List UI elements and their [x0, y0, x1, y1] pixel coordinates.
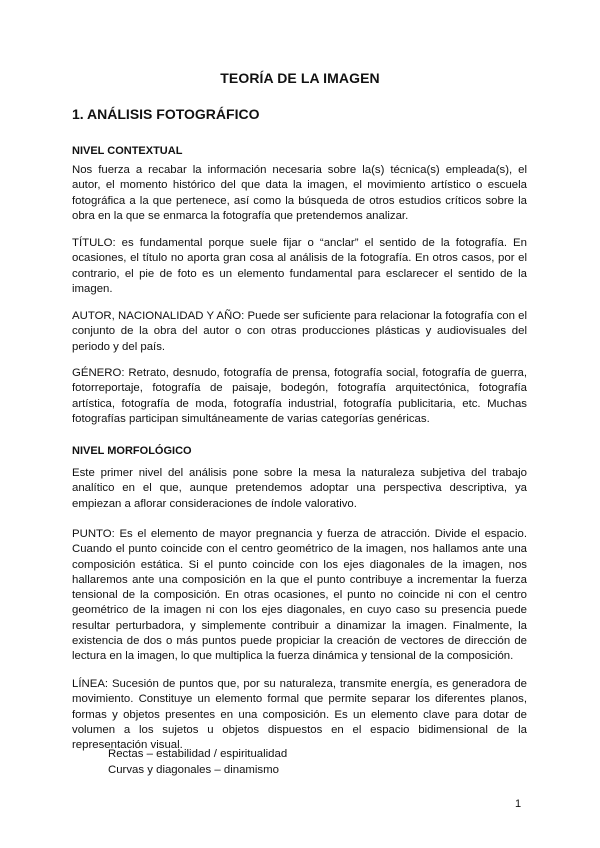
section-heading: 1. ANÁLISIS FOTOGRÁFICO: [72, 106, 260, 122]
paragraph-contextual-intro: Nos fuerza a recabar la información necesaria sobre la(s) técnica(s) empleada(s), el autor, el momento histórico del que data la imagen, el movimiento artístico o escuela fotográfica a la que pertenece, así como la búsqueda de otros estudios críticos sobre la obra en la que se enmarca la fotografía que pretendemos analizar.: [72, 164, 527, 222]
document-title: TEORÍA DE LA IMAGEN: [220, 70, 380, 86]
paragraph-punto: PUNTO: Es el elemento de mayor pregnancia y fuerza de atracción. Divide el espacio. Cuando el punto coincide con el centro geométrico de la imagen, nos hallamos ante una composición estática. Si el punto coincide con los ejes diagonales de la imagen, nos hallaremos ante una composición en la que el punto contribuye a incrementar la fuerza tensional de la composición. En otras ocasiones, el punto no coincide ni con el centro geométrico de la imagen ni con los ejes diagonales, en cuyo caso su presencia puede resultar perturbadora, y simplemente contribuir a dinamizar la imagen. Finalmente, la existencia de dos o más puntos puede propiciar la creación de vectores de dirección de lectura en la imagen, lo que multiplica la fuerza dinámica y tensional de la composición.: [72, 528, 527, 663]
page-number: 1: [515, 798, 522, 810]
heading-nivel-contextual: NIVEL CONTEXTUAL: [72, 145, 183, 157]
paragraph-linea: LÍNEA: Sucesión de puntos que, por su naturaleza, transmite energía, es generadora de movimiento. Constituye un elemento formal que permite separar los diferentes planos, formas y objetos presentes en una composición. Es un elemento clave para dotar de volumen a los sujetos u objetos dispuestos en el espacio bidimensional de la representación visual.: [72, 678, 527, 752]
list-item-curvas: Curvas y diagonales – dinamismo: [108, 764, 279, 776]
paragraph-titulo: TÍTULO: es fundamental porque suele fijar o “anclar” el sentido de la fotografía. En ocasiones, el título no aporta gran cosa al análisis de la fotografía. En otros casos, por el contrario, el pie de foto es un elemento fundamental para esclarecer el sentido de la imagen.: [72, 237, 527, 295]
heading-nivel-morfologico: NIVEL MORFOLÓGICO: [72, 445, 192, 457]
paragraph-autor: AUTOR, NACIONALIDAD Y AÑO: Puede ser suficiente para relacionar la fotografía con el conjunto de la obra del autor o con otras producciones plásticas y audiovisuales del periodo y del país.: [72, 310, 527, 353]
paragraph-genero: GÉNERO: Retrato, desnudo, fotografía de prensa, fotografía social, fotografía de guerra, fotorreportaje, fotografía de paisaje, bodegón, fotografía arquitectónica, fotografía artística, fotografía de moda, fotografía industrial, fotografía publicitaria, etc. Muchas fotografías participan simultáneamente de varias categorías genéricas.: [72, 367, 527, 425]
paragraph-morfologico-intro: Este primer nivel del análisis pone sobre la mesa la naturaleza subjetiva del trabajo analítico en el que, aunque pretendemos adoptar una perspectiva descriptiva, ya empiezan a aflorar consideraciones de índole valorativo.: [72, 467, 527, 510]
list-item-rectas: Rectas – estabilidad / espiritualidad: [108, 748, 288, 760]
